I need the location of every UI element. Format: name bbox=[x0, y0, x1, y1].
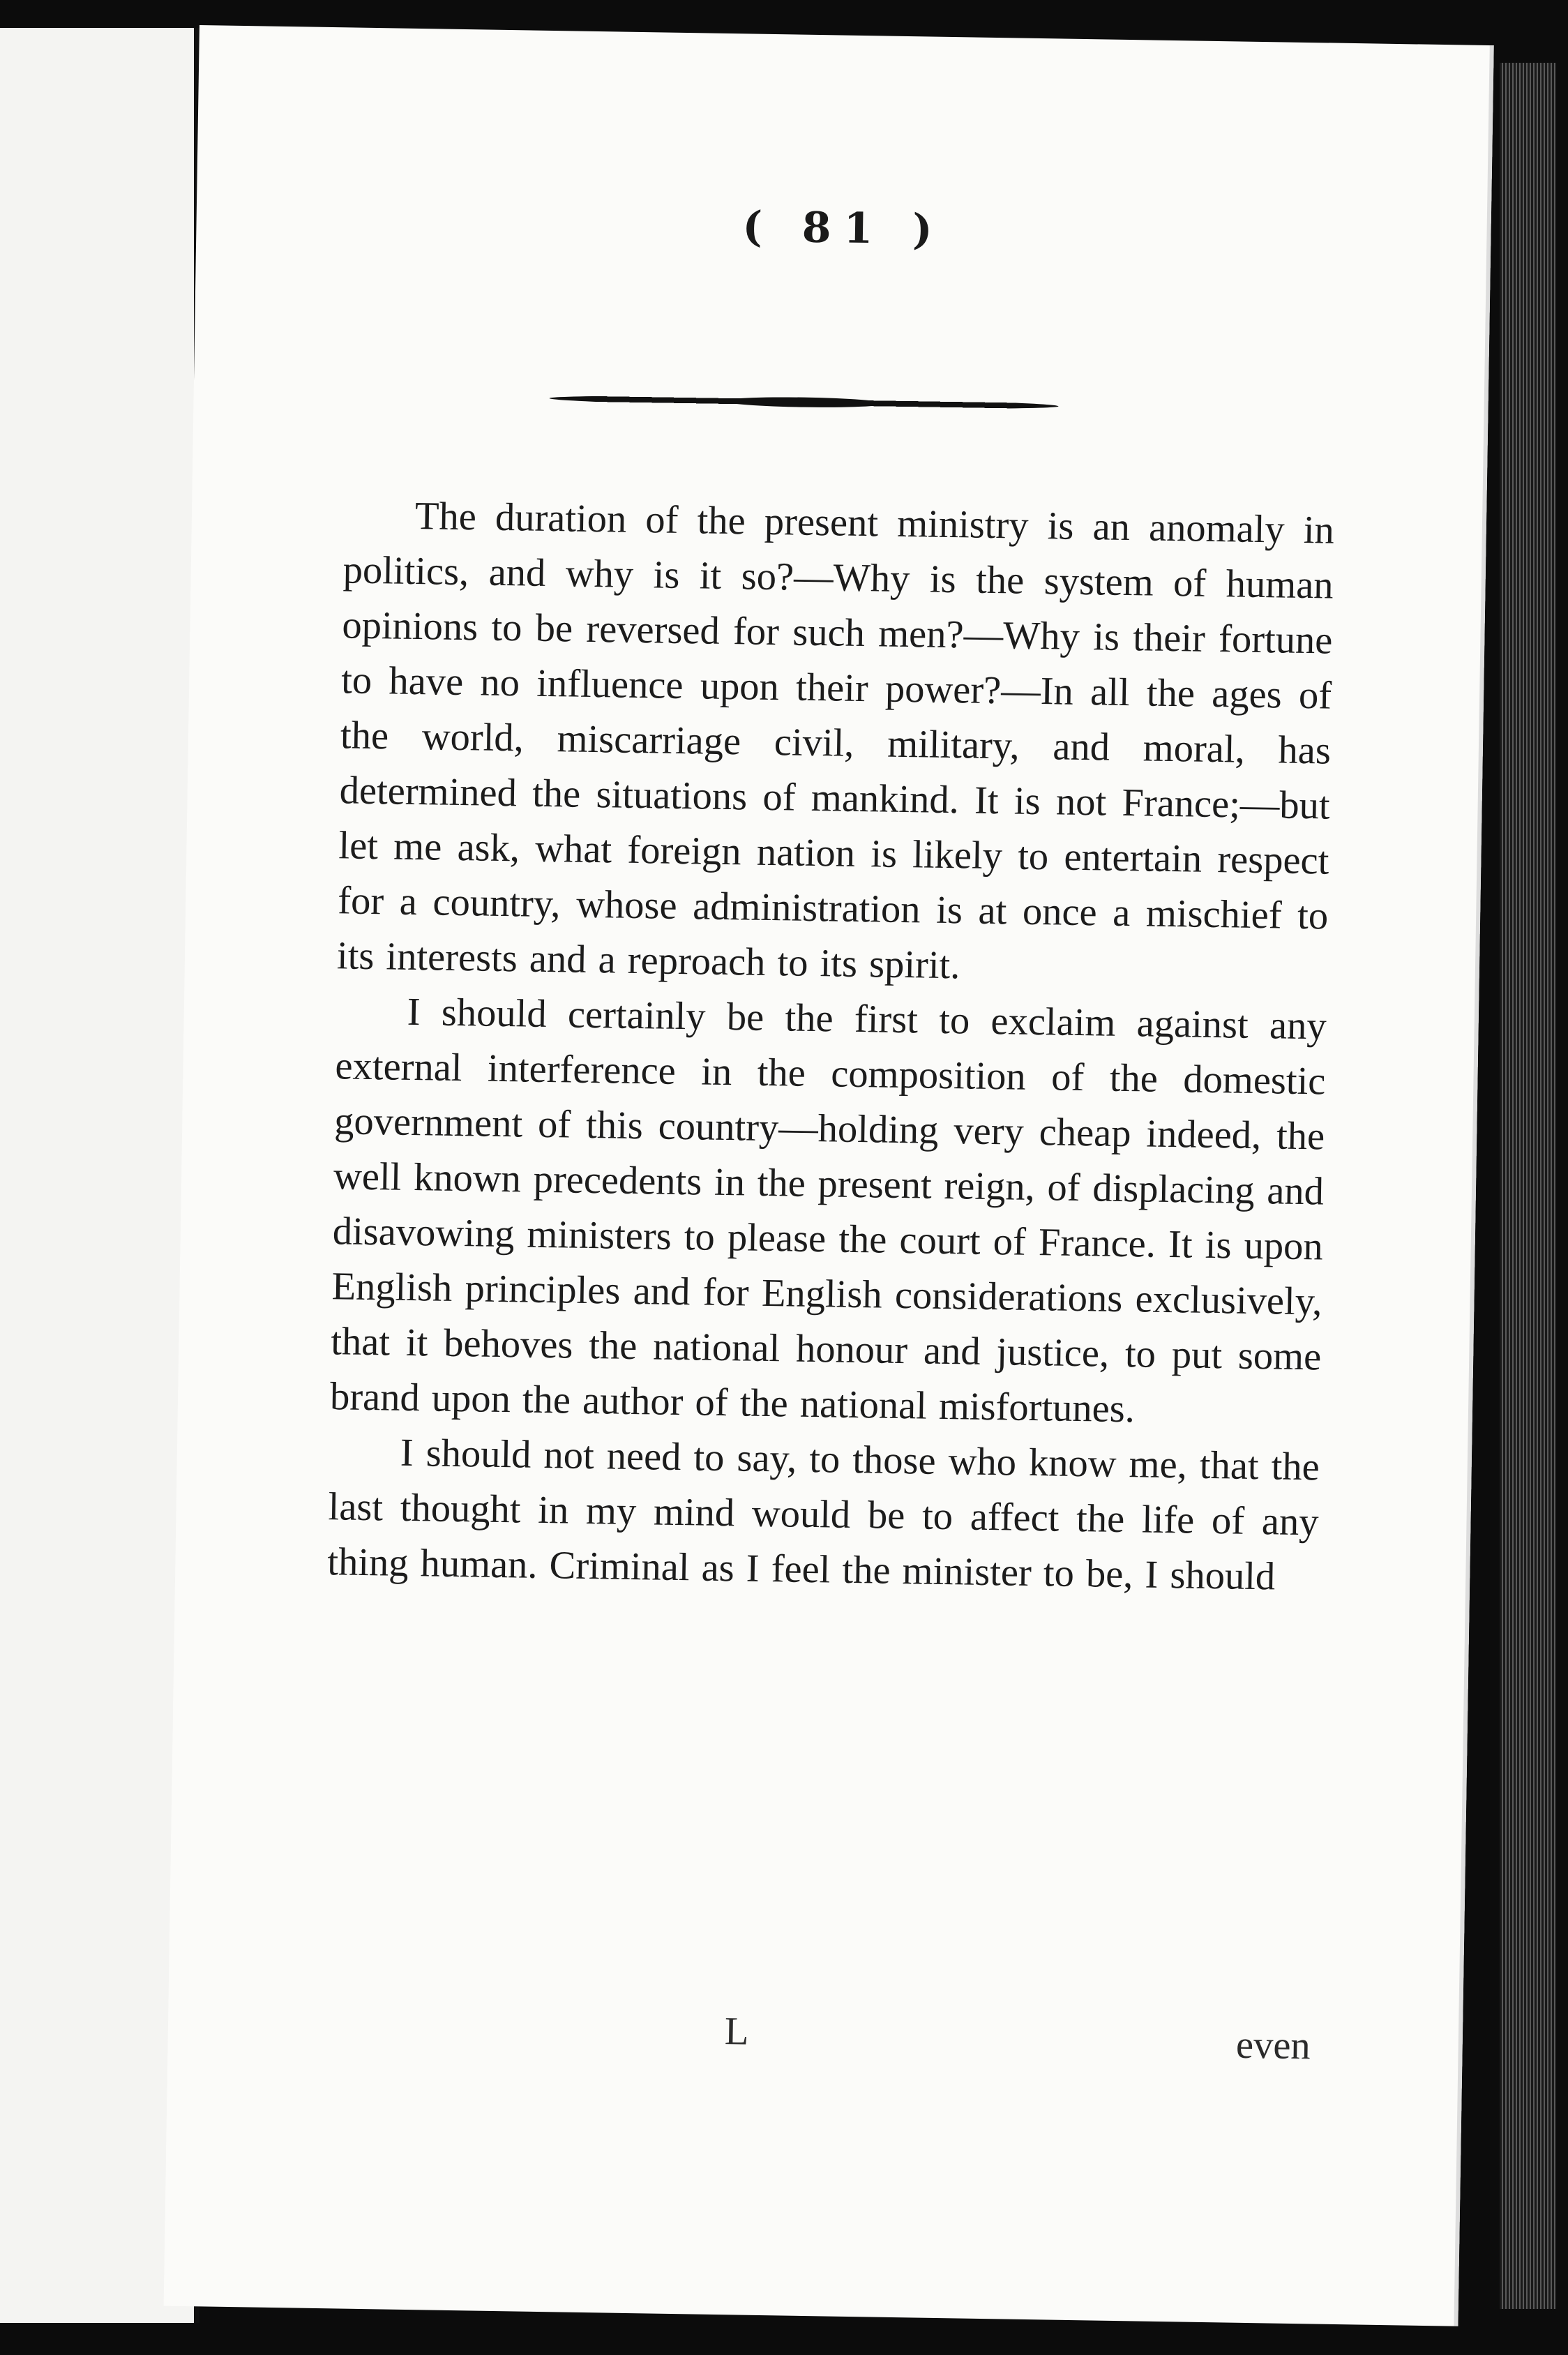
catchword: even bbox=[1235, 2023, 1311, 2068]
page-number: ( 81 ) bbox=[741, 202, 946, 255]
book-page bbox=[164, 25, 1494, 2326]
page-body bbox=[327, 488, 1335, 1605]
signature-mark: L bbox=[724, 2010, 749, 2054]
paragraph-1: The duration of the present ministry is an anomaly in politics, and why is it so?—Why is the system of human opinions to be reversed for such men?—Why is their fortune to have no influence upon their power?—In all the ages of the world, miscarriage civil, military, and moral, has determined the situations of mankind. It is not France;—but let me ask, what foreign nation is likely to entertain respect for a country, whose administration is at once a mischief to its interests and a reproach to its spirit. bbox=[336, 494, 1335, 988]
ornamental-rule bbox=[550, 393, 1059, 411]
page-footer bbox=[319, 2003, 1311, 2074]
paragraph-2: I should certainly be the first to exclaim against any external interference in the composition of the domestic government of this country—holding very cheap indeed, the well known precedents in the present reign, of displacing and disavowing ministers to please the court of France. It is upon English principles and for English considerations exclusively, that it behoves the national honour and justice, to put some brand upon the author of the national misfortunes. bbox=[329, 990, 1327, 1431]
paragraph-3: I should not need to say, to those who know me, that the last thought in my mind would be to affect the life of any thing human. Criminal as I feel the minister to be, I should bbox=[326, 1431, 1320, 1599]
page-edges bbox=[1500, 63, 1555, 2309]
